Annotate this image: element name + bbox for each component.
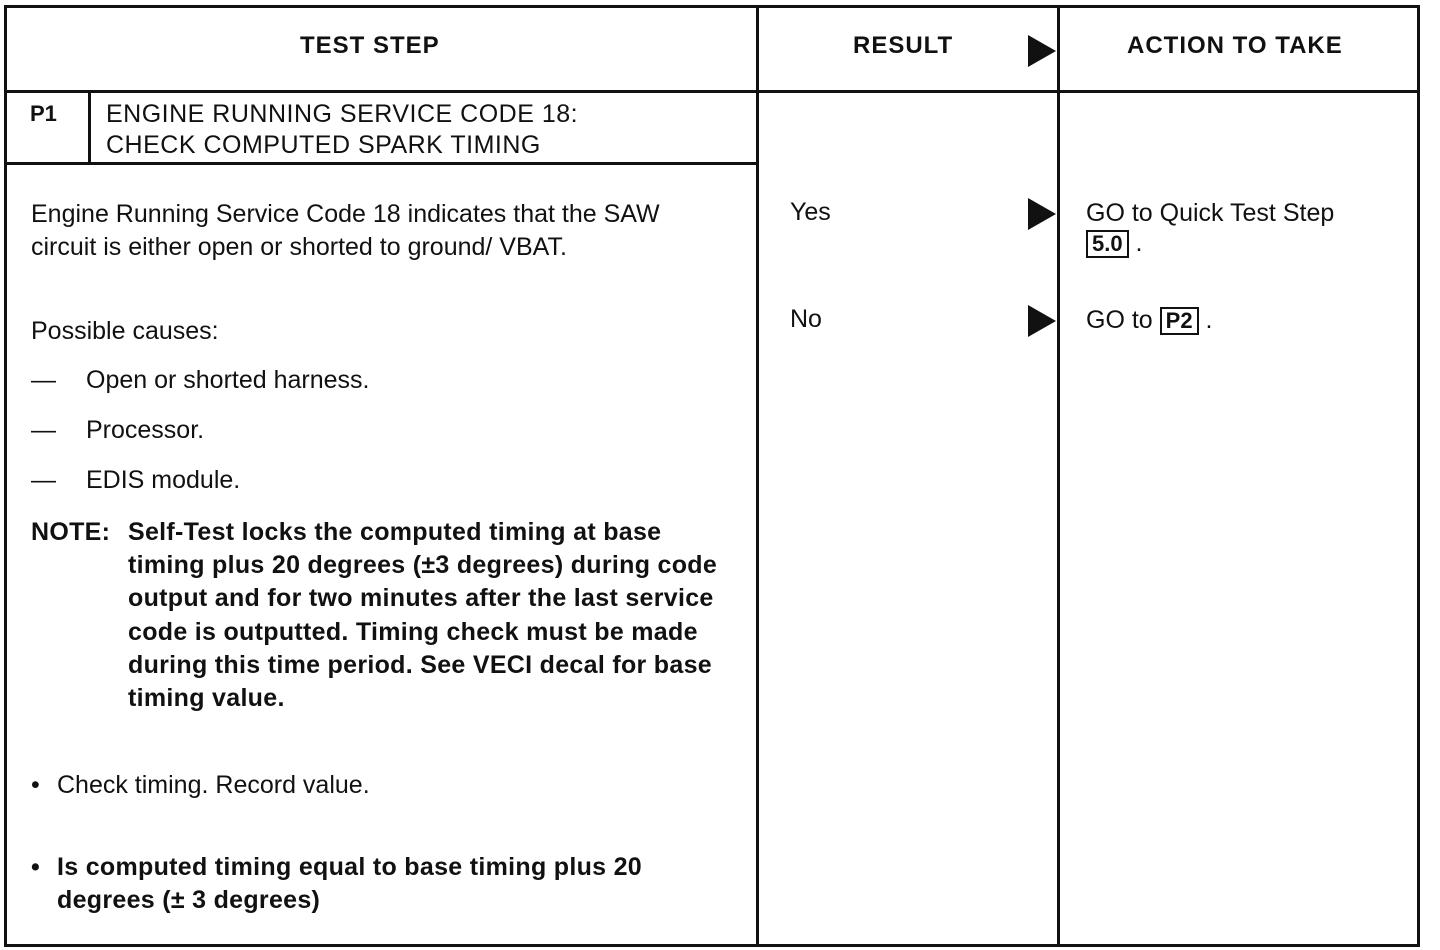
note-text: Self-Test locks the computed timing at base timing plus 20 degrees (±3 degrees) during code output and for two minutes after the last service code is outputted. Timing check must be made during this time period. See VECI decal for base timing value. <box>128 518 718 713</box>
header-action: ACTION TO TAKE <box>1127 32 1343 59</box>
note-label: NOTE: <box>31 518 111 546</box>
action-suffix: . <box>1205 306 1213 334</box>
description-text: Engine Running Service Code 18 indicates that the SAW circuit is either open or shorted to ground/ VBAT. <box>31 200 660 261</box>
step-id-divider <box>88 90 91 164</box>
possible-causes-text: Possible causes: <box>31 317 219 345</box>
action-no <box>1086 305 1212 335</box>
step-title-line-2: CHECK COMPUTED SPARK TIMING <box>106 131 541 159</box>
dash-glyph: — <box>31 366 56 394</box>
step-title <box>106 99 578 161</box>
header-test-step: TEST STEP <box>300 32 440 59</box>
result-arrow-icon <box>1028 198 1056 230</box>
action-suffix: . <box>1135 229 1143 257</box>
step-ref-box: P2 <box>1160 307 1199 335</box>
possible-causes-label <box>31 315 721 348</box>
header-arrow-icon <box>1028 35 1056 67</box>
header-divider <box>4 90 1420 93</box>
action-text: GO to Quick Test Step <box>1086 199 1335 227</box>
bullet-text: Check timing. Record value. <box>57 771 370 799</box>
step-description <box>31 198 721 264</box>
result-yes: Yes <box>790 198 831 226</box>
dash-glyph: — <box>31 416 56 444</box>
bullet-glyph: • <box>31 853 41 881</box>
action-yes <box>1086 198 1396 258</box>
step-title-divider <box>4 162 758 165</box>
column-divider-action <box>1057 5 1060 947</box>
cause-text: Open or shorted harness. <box>86 366 370 394</box>
cause-item <box>31 366 370 395</box>
result-no: No <box>790 305 822 333</box>
cause-text: Processor. <box>86 416 205 444</box>
bullet-item <box>31 851 721 917</box>
step-title-line-1: ENGINE RUNNING SERVICE CODE 18: <box>106 100 579 128</box>
header-result: RESULT <box>853 32 954 59</box>
cause-item <box>31 416 204 445</box>
dash-glyph: — <box>31 466 56 494</box>
cause-text: EDIS module. <box>86 466 241 494</box>
bullet-text: Is computed timing equal to base timing plus 20 degrees (± 3 degrees) <box>57 853 643 914</box>
note-block <box>31 516 731 715</box>
bullet-glyph: • <box>31 771 40 799</box>
action-text: GO to <box>1086 306 1153 334</box>
step-ref-box: 5.0 <box>1086 230 1129 258</box>
cause-item <box>31 466 240 495</box>
result-arrow-icon <box>1028 305 1056 337</box>
column-divider-result <box>756 5 759 947</box>
step-id: P1 <box>30 101 57 126</box>
bullet-item <box>31 769 370 802</box>
